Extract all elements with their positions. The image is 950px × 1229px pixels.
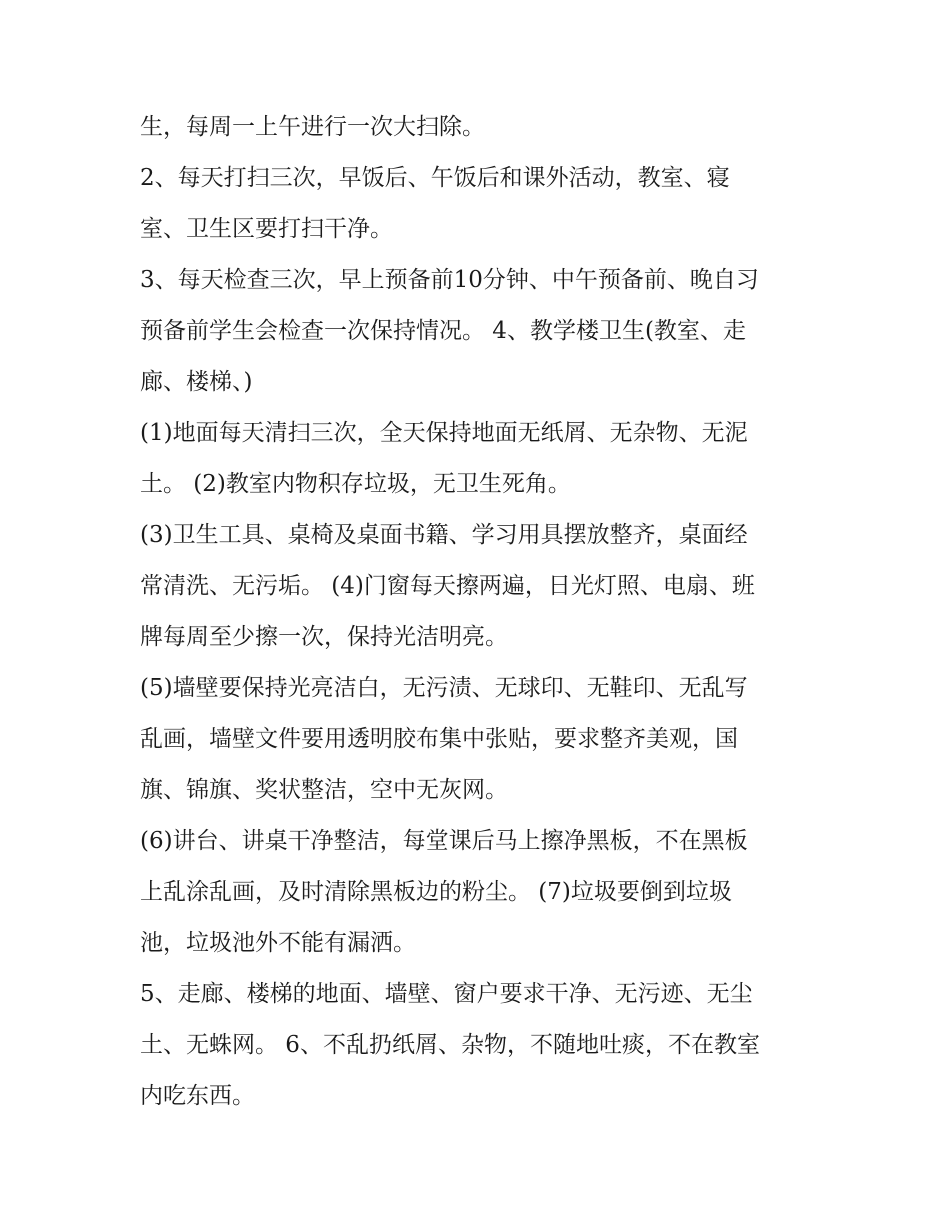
text-line: 池，垃圾池外不能有漏洒。 bbox=[140, 930, 416, 956]
paragraph-subitem-1-floor bbox=[140, 408, 812, 510]
text-line: 2、每天打扫三次，早饭后、午饭后和课外活动，教室、寝 bbox=[140, 165, 730, 191]
paragraph-item-2-sweeping bbox=[140, 153, 812, 255]
text-line: 上乱涂乱画，及时清除黑板边的粉尘。 (7)垃圾要倒到垃圾 bbox=[140, 879, 732, 905]
text-line: 3、每天检查三次，早上预备前10分钟、中午预备前、晚自习 bbox=[140, 267, 759, 293]
text-line: 生，每周一上午进行一次大扫除。 bbox=[140, 114, 485, 140]
text-line: 土、无蛛网。 6、不乱扔纸屑、杂物，不随地吐痰，不在教室 bbox=[140, 1032, 760, 1058]
text-line: 内吃东西。 bbox=[140, 1083, 255, 1109]
text-line: 乱画，墙壁文件要用透明胶布集中张贴，要求整齐美观，国 bbox=[140, 726, 738, 752]
paragraph-item-5-corridors bbox=[140, 969, 812, 1122]
text-line: (5)墙壁要保持光亮洁白，无污渍、无球印、无鞋印、无乱写 bbox=[140, 675, 748, 701]
text-line: 预备前学生会检查一次保持情况。 4、教学楼卫生(教室、走 bbox=[140, 318, 746, 344]
paragraph-subitem-6-podium bbox=[140, 816, 812, 969]
text-line: 土。 (2)教室内物积存垃圾，无卫生死角。 bbox=[140, 471, 571, 497]
paragraph-cleaning-schedule-tail bbox=[140, 102, 812, 153]
text-line: 5、走廊、楼梯的地面、墙壁、窗户要求干净、无污迹、无尘 bbox=[140, 981, 753, 1007]
text-line: 常清洗、无污垢。 (4)门窗每天擦两遍，日光灯照、电扇、班 bbox=[140, 573, 755, 599]
document-body bbox=[140, 102, 812, 1122]
paragraph-subitem-5-walls bbox=[140, 663, 812, 816]
text-line: (6)讲台、讲桌干净整洁，每堂课后马上擦净黑板，不在黑板 bbox=[140, 828, 748, 854]
text-line: 旗、锦旗、奖状整洁，空中无灰网。 bbox=[140, 777, 508, 803]
paragraph-item-3-inspection bbox=[140, 255, 812, 408]
text-line: (3)卫生工具、桌椅及桌面书籍、学习用具摆放整齐，桌面经 bbox=[140, 522, 748, 548]
paragraph-subitem-3-tools bbox=[140, 510, 812, 663]
text-line: 室、卫生区要打扫干净。 bbox=[140, 216, 393, 242]
text-line: 廊、楼梯、) bbox=[140, 369, 253, 395]
text-line: 牌每周至少擦一次，保持光洁明亮。 bbox=[140, 624, 508, 650]
text-line: (1)地面每天清扫三次，全天保持地面无纸屑、无杂物、无泥 bbox=[140, 420, 748, 446]
